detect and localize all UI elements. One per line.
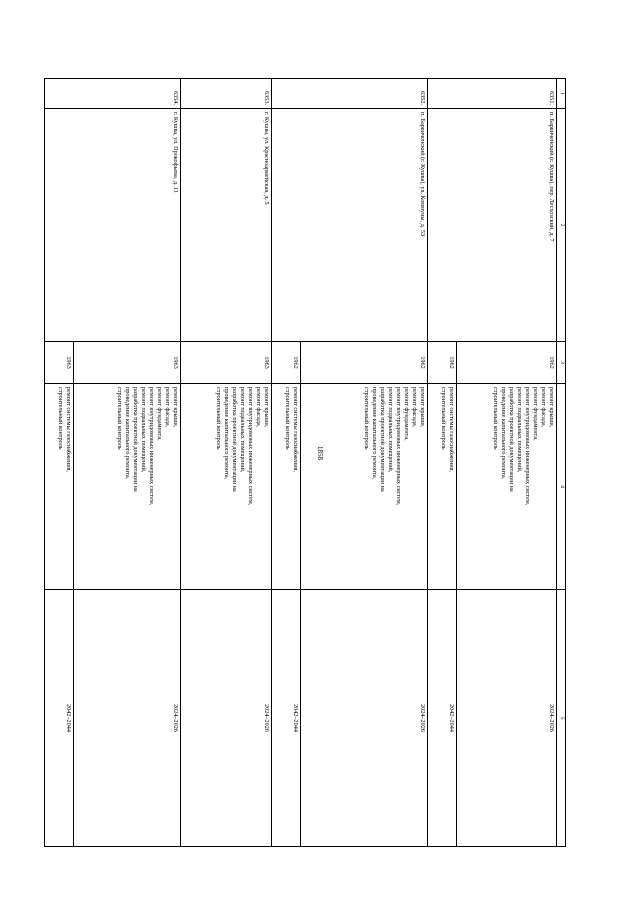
page-number: 1858 xyxy=(316,446,324,460)
work-item: ремонт системы газоснабжения, xyxy=(448,387,455,472)
column-number: 2 xyxy=(557,109,566,342)
work-item: ремонт системы газоснабжения, xyxy=(65,387,72,472)
period-cell: 2024–2026 xyxy=(181,590,272,847)
works-cell xyxy=(428,384,457,590)
work-item: ремонт внутридомовых инженерных систем, xyxy=(246,387,254,506)
column-number: 5 xyxy=(557,590,566,847)
work-item: строительный контроль xyxy=(283,387,291,450)
column-number: 4 xyxy=(557,384,566,590)
work-item: проведение капитального ремонта, xyxy=(123,387,131,480)
year-cell: 1963 xyxy=(74,342,181,384)
rotated-table-container xyxy=(56,78,566,846)
works-cell xyxy=(301,384,428,590)
table-body xyxy=(45,79,557,847)
work-item: ремонт крыши, xyxy=(548,387,555,428)
work-item: ремонт крыши, xyxy=(172,387,179,428)
work-item: разработка проектной документации на xyxy=(378,387,386,492)
work-item: ремонт фундамента, xyxy=(402,387,410,441)
work-item: строительный контроль xyxy=(491,387,499,450)
work-item: ремонт внутридомовых инженерных систем, xyxy=(523,387,531,506)
table-row xyxy=(181,79,272,847)
work-item: разработка проектной документации на xyxy=(230,387,238,492)
work-item: ремонт внутридомовых инженерных систем, xyxy=(147,387,155,506)
period-cell: 2042–2044 xyxy=(272,590,301,847)
period-cell: 2024–2026 xyxy=(457,590,557,847)
work-item: строительный контроль xyxy=(115,387,123,450)
table-row xyxy=(457,79,557,847)
works-cell xyxy=(181,384,272,590)
work-item: ремонт фасада, xyxy=(163,387,171,428)
period-cell: 2024–2026 xyxy=(74,590,181,847)
work-item: ремонт подвальных помещений, xyxy=(386,387,394,473)
address-cell: п. Барвиченский (г. Кушва), ул. Коммуны, д. 53 xyxy=(272,109,428,342)
work-item: ремонт фундамента, xyxy=(155,387,163,441)
period-cell: 2042–2044 xyxy=(428,590,457,847)
works-list xyxy=(115,387,180,586)
work-item: ремонт подвальных помещений, xyxy=(139,387,147,473)
work-item: строительный контроль xyxy=(214,387,222,450)
work-item: проведение капитального ремонта, xyxy=(370,387,378,480)
year-cell: 1962 xyxy=(301,342,428,384)
work-item: проведение капитального ремонта, xyxy=(499,387,507,480)
works-list xyxy=(439,387,455,586)
work-item: строительный контроль xyxy=(56,387,64,450)
table-row xyxy=(74,79,181,847)
works-list xyxy=(214,387,270,586)
table-row xyxy=(301,79,428,847)
works-list xyxy=(362,387,427,586)
work-item: ремонт подвальных помещений, xyxy=(515,387,523,473)
work-item: ремонт системы газоснабжения, xyxy=(292,387,299,472)
address-cell: г. Кушва, ул. Прокофьева, д. 11 xyxy=(45,109,181,342)
work-item: ремонт подвальных помещений, xyxy=(238,387,246,473)
work-item: ремонт фасада, xyxy=(254,387,262,428)
works-list xyxy=(491,387,556,586)
work-item: ремонт крыши, xyxy=(263,387,270,428)
works-cell xyxy=(272,384,301,590)
works-cell xyxy=(74,384,181,590)
work-item: проведение капитального ремонта, xyxy=(222,387,230,480)
work-item: ремонт фасада, xyxy=(410,387,418,428)
work-item: ремонт фасада, xyxy=(539,387,547,428)
column-number-row xyxy=(557,79,566,847)
work-item: ремонт крыши, xyxy=(419,387,426,428)
row-number: 6352. xyxy=(272,79,428,109)
work-item: разработка проектной документации на xyxy=(507,387,515,492)
work-item: ремонт фундамента, xyxy=(531,387,539,441)
address-cell: п. Барвиченский (г. Кушва), пер. Лесхозский, д. 7 xyxy=(428,109,557,342)
year-cell: 1963 xyxy=(45,342,74,384)
works-list xyxy=(283,387,299,586)
work-item: разработка проектной документации на xyxy=(131,387,139,492)
work-item: ремонт внутридомовых инженерных систем, xyxy=(394,387,402,506)
work-item: строительный контроль xyxy=(362,387,370,450)
period-cell: 2024–2026 xyxy=(301,590,428,847)
works-list xyxy=(56,387,72,586)
year-cell: 1963 xyxy=(181,342,272,384)
works-cell xyxy=(45,384,74,590)
year-cell: 1962 xyxy=(457,342,557,384)
address-cell: г. Кушва, ул. Красноармейская, д. 5 xyxy=(181,109,272,342)
row-number: 6353. xyxy=(181,79,272,109)
year-cell: 1962 xyxy=(428,342,457,384)
capital-repair-table xyxy=(44,78,566,847)
row-number: 6354. xyxy=(45,79,181,109)
year-cell: 1962 xyxy=(272,342,301,384)
works-cell xyxy=(457,384,557,590)
row-number: 6351. xyxy=(428,79,557,109)
period-cell: 2042–2044 xyxy=(45,590,74,847)
work-item: строительный контроль xyxy=(439,387,447,450)
column-number: 3 xyxy=(557,342,566,384)
column-number: 1 xyxy=(557,79,566,109)
